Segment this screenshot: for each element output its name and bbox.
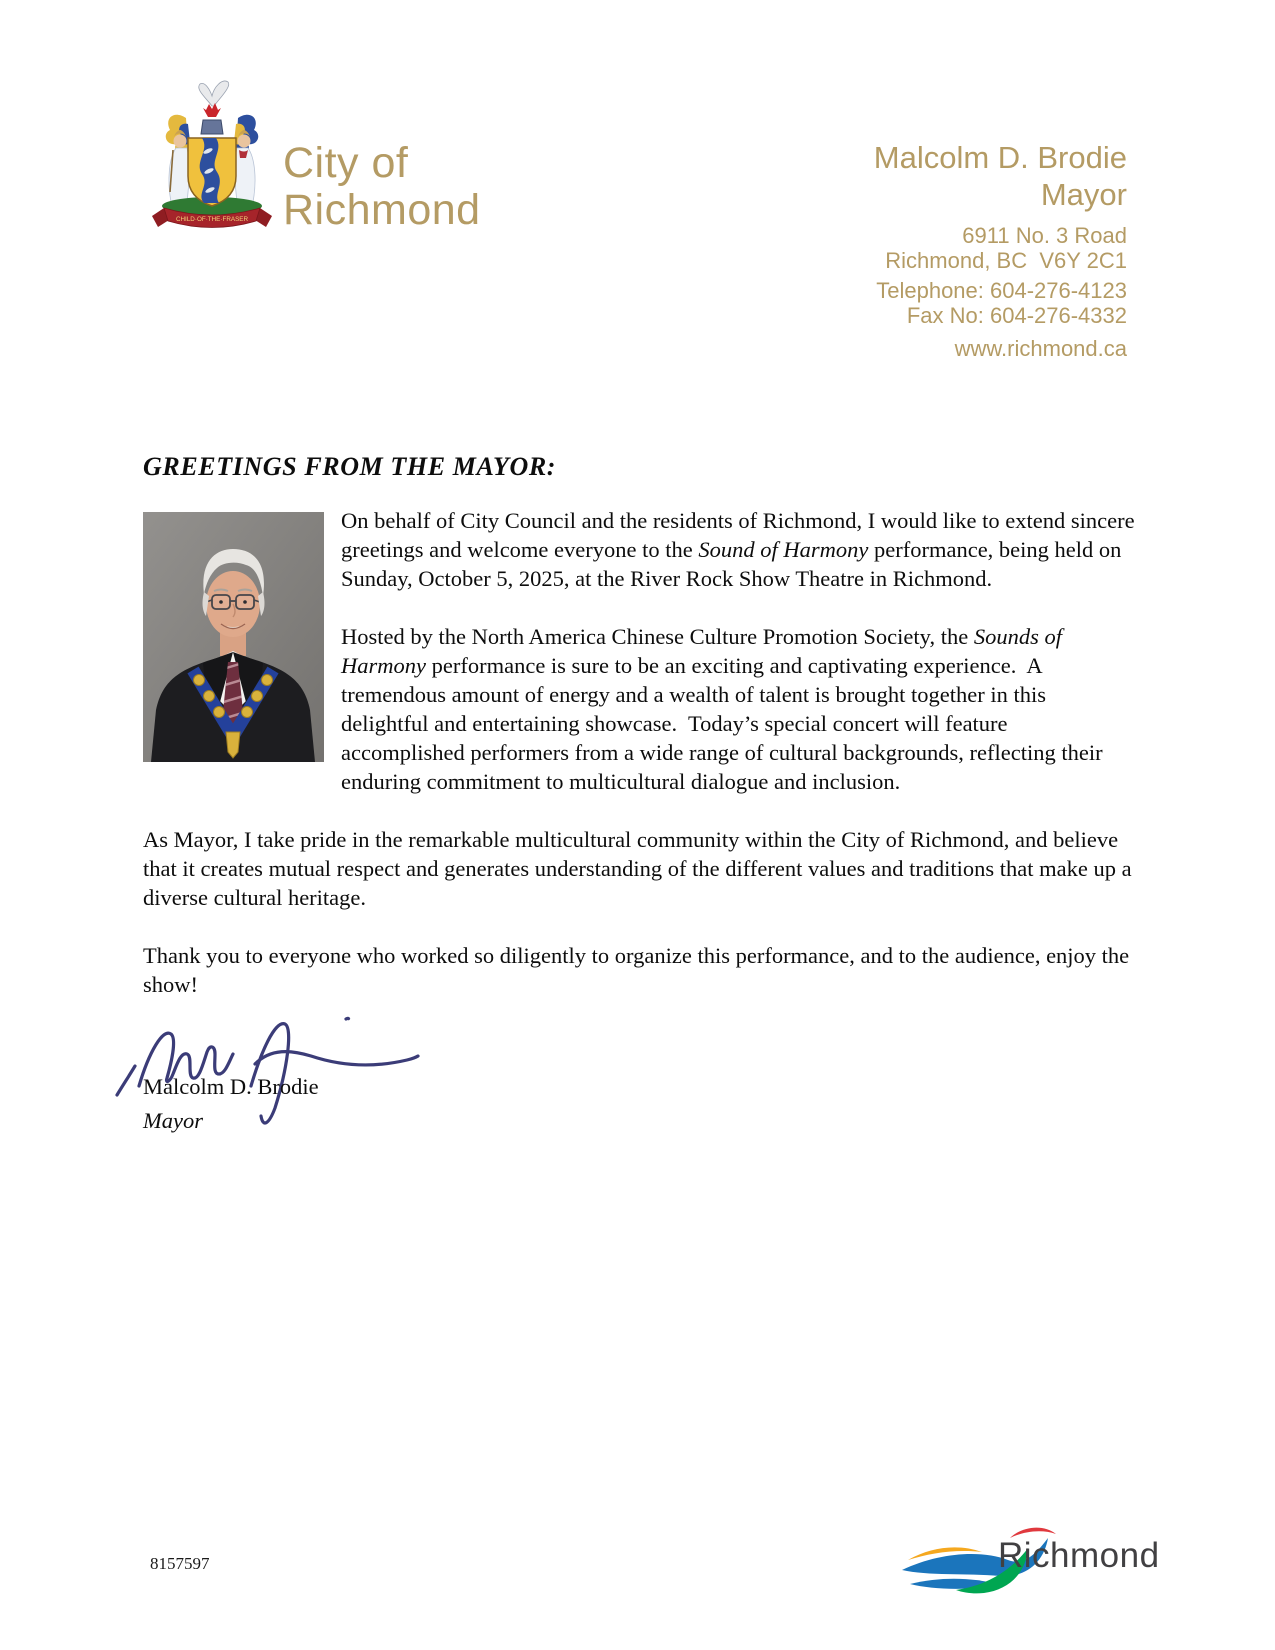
paragraph-3: As Mayor, I take pride in the remarkable multicultural community within the City of Richmond, and believe that it creates mutual respect and generates understanding of the different values and traditions that make up a diverse cultural heritage. (143, 827, 1138, 910)
letter-heading: GREETINGS FROM THE MAYOR: (143, 452, 557, 481)
letter-body (143, 450, 1141, 1158)
brand-line-2: Richmond (283, 186, 481, 234)
crest-bird (199, 81, 229, 106)
crest-motto: CHILD·OF·THE·FRASER (175, 216, 249, 223)
signer-title: Mayor (143, 1108, 203, 1133)
mayor-name: Malcolm D. Brodie (873, 140, 1127, 175)
telephone-line: Telephone: 604-276-4123 (876, 278, 1127, 303)
city-of-richmond-crest-icon (142, 72, 282, 237)
paragraph-2-rest: performance is sure to be an exciting and captivating experience. A tremendous amount of energy and a wealth of talent is brought together in this delightful and entertaining showcase. Today’s special concert will feature accomplished performers from a wide range of cultural backgrounds, reflecting their enduring commitment to multicultural dialogue and inclusion. (341, 653, 1109, 794)
brand-name (283, 140, 481, 234)
address-line-2: Richmond, BC V6Y 2C1 (885, 248, 1127, 273)
richmond-footer-logo (898, 1518, 1160, 1602)
website-line: www.richmond.ca (954, 336, 1127, 361)
footer-wordmark: Richmond (998, 1536, 1160, 1575)
mayor-photo (143, 512, 324, 762)
paragraph-1-italic: Sound of Harmony (698, 537, 869, 562)
signature-block (143, 1028, 1135, 1158)
fax-line: Fax No: 604-276-4332 (906, 303, 1127, 328)
mayor-portrait-image (143, 512, 324, 762)
signer-name: Malcolm D. Brodie (143, 1074, 319, 1099)
document-number: 8157597 (150, 1554, 210, 1573)
paragraph-1-rest: performance, being held on Sunday, October 5, 2025, at the River Rock Show Theatre in Richmond. (341, 537, 1128, 591)
paragraph-2-italic: Sounds of Harmony (341, 624, 1068, 678)
contact-block (874, 139, 1127, 361)
address-line-1: 6911 No. 3 Road (962, 223, 1127, 248)
paragraph-4: Thank you to everyone who worked so diligently to organize this performance, and to the audience, enjoy the show! (143, 943, 1135, 997)
intro-section (143, 506, 1141, 796)
brand-line-1: City of (283, 139, 409, 187)
mayor-title: Mayor (1040, 177, 1127, 212)
paragraph-1-text: On behalf of City Council and the residents of Richmond, I would like to extend sincere greetings and welcome everyone to the (341, 508, 1141, 562)
paragraph-2-text: Hosted by the North America Chinese Culture Promotion Society, the (341, 624, 974, 649)
